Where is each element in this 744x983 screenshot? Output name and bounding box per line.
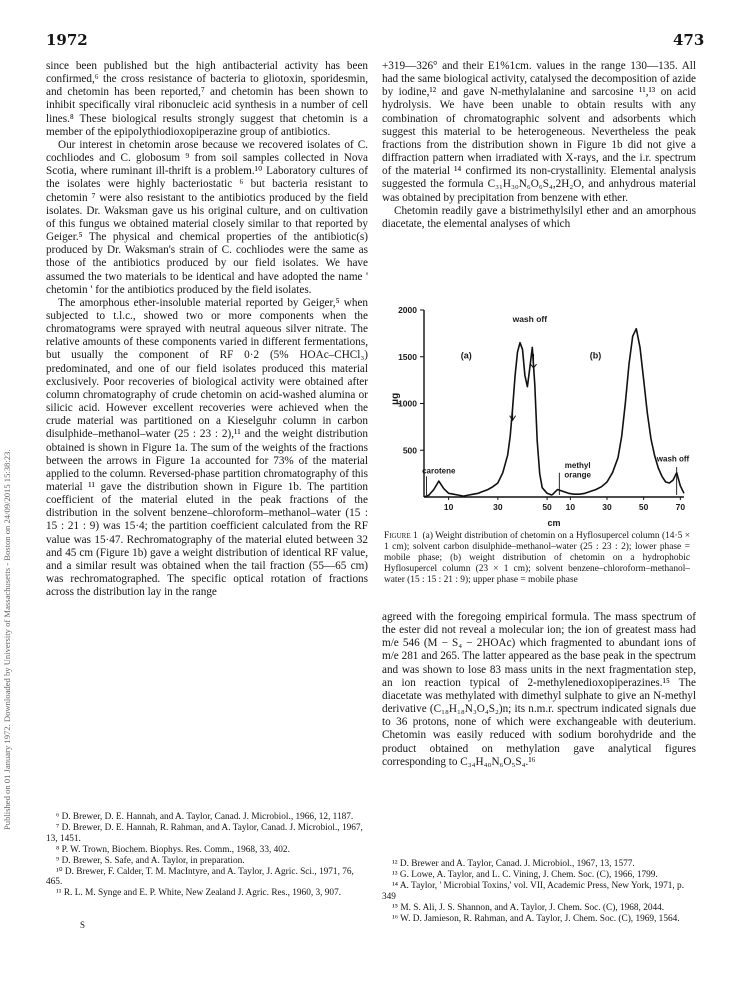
left-paragraph-2: Our interest in chetomin arose because we recovered isolates of C. cochliodes and C. globosum ⁹ from soil samples collected in Nova Scotia, where ruminant ill-thrift is a problem.¹⁰ Laboratory cultures of the isolates were highly bacteriostatic ⁶ but bacteria resistant to chetomin ⁷ were also resistant to the antibiotics produced by the field isolates. Dr. Waksman gave us his original culture, and on cultivation of this fungus we obtained material closely similar to that reported by Geiger.⁵ The physical and chemical properties of the antibiotic(s) produced by Dr. Waksman's strain of C. cochliodes were the same as those of the antibiotics produced by our field isolates. We have assumed the two materials to be identical and have adopted the name ' chetomin ' for the antibiotics produced by the field isolates. xyxy=(46,138,368,296)
figure-1-caption xyxy=(384,531,690,586)
right-paragraph-2: Chetomin readily gave a bistrimethylsilyl ether and an amorphous diacetate, the elemental analyses of which xyxy=(382,204,696,230)
annotation-carotene: carotene xyxy=(422,466,456,476)
reference-15: ¹⁵ M. S. Ali, J. S. Shannon, and A. Taylor, J. Chem. Soc. (C), 1968, 2044. xyxy=(392,902,665,913)
x-tick-label-0-0: 10 xyxy=(443,502,454,512)
page-number: 473 xyxy=(673,31,705,49)
reference-10: ¹⁰ D. Brewer, F. Calder, T. M. MacIntyre, and A. Taylor, J. Agric. Sci., 1971, 76, 465. xyxy=(46,866,354,888)
reference-8: ⁸ P. W. Trown, Biochem. Biophys. Res. Comm., 1968, 33, 402. xyxy=(56,844,290,855)
x-tick-label-0-2: 50 xyxy=(542,502,552,512)
y-tick-label-1: 1000 xyxy=(398,398,417,409)
left-column xyxy=(46,60,368,599)
reference-12: ¹² D. Brewer and A. Taylor, Canad. J. Microbiol., 1967, 13, 1577. xyxy=(392,859,635,869)
x-axis-label: cm xyxy=(547,518,561,528)
figure-1-chart xyxy=(384,302,690,532)
annotation-wash-off-a: wash off xyxy=(512,314,548,325)
reference-13: ¹³ G. Lowe, A. Taylor, and L. C. Vining, J. Chem. Soc. (C), 1966, 1799. xyxy=(392,869,658,880)
reference-16: ¹⁶ W. D. Jamieson, R. Rahman, and A. Taylor, J. Chem. Soc. (C), 1969, 1564. xyxy=(392,913,680,924)
reference-11: ¹¹ R. L. M. Synge and E. P. White, New Zealand J. Agric. Res., 1960, 3, 907. xyxy=(56,888,342,899)
left-paragraph-3: The amorphous ether-insoluble material reported by Geiger,⁵ when subjected to t.l.c., showed two or more components when the chromatograms were sprayed with neutral aqueous silver nitrate. The relative amounts of these components varied in different fermentations, but usually the component of RF 0·2 (5% HOAc–CHCl₃) predominated, and one of our field isolates produced this material exclusively. Poor recoveries of biological activity were obtained after column chromatography of crude chetomin on acid-washed alumina or silicic acid. However excellent recoveries were achieved when the crude material was partitioned on a Kieselguhr column in carbon disulphide–methanol–water (25 : 23 : 2),¹¹ and the weight distribution obtained is shown in Figure 1a. The sum of the weights of the fractions between the arrows in Figure 1a accounted for 73% of the material applied to the column. Reversed-phase partition chromatography of this material ¹¹ gave the distribution shown in Figure 1b. The partition coefficient of the material eluted in the peak fractions of the distribution in the solvent benzene–chloroform–methanol–water (15 : 15 : 21 : 9) was 15·4; the partition coefficient calculated from the RF value was 15·47. Rechromatography of the material eluted between 32 and 45 cm (Figure 1b) gave a weight distribution of identical RF value, and a similar result was obtained when the tail fraction (55—65 cm) was rechromatographed. The specific optical rotation of fractions across the distribution lay in the range xyxy=(46,296,368,599)
download-watermark xyxy=(2,150,14,830)
reference-14: ¹⁴ A. Taylor, ' Microbial Toxins,' vol. VII, Academic Press, New York, 1971, p. 349 xyxy=(382,880,685,902)
x-tick-label-0-1: 30 xyxy=(493,502,503,512)
right-references xyxy=(382,859,696,924)
left-paragraph-1: since been published but the high antibacterial activity has been confirmed,⁶ the cross resistance of bacteria to gliotoxin, sporidesmin, and chetomin has been reported,⁷ and chetomin has been shown to inhibit specifically viral ribonucleic acid synthesis in a number of cell lines.⁸ These biological results strongly suggest that chetomin is a member of the epipolythiodioxopiperazine group of antibiotics. xyxy=(46,60,368,138)
annotation-methyl: methyl xyxy=(564,461,591,471)
right-column-top xyxy=(382,60,696,231)
reference-9: ⁹ D. Brewer, S. Safe, and A. Taylor, in preparation. xyxy=(56,855,245,866)
x-tick-label-1-0: 10 xyxy=(565,502,576,512)
left-references xyxy=(46,812,368,899)
x-tick-label-1-1: 30 xyxy=(602,502,612,512)
download-watermark-text: Published on 01 January 1972. Downloaded by University of Massachusetts - Boston on 24/09/2015 15:38:23. xyxy=(2,449,12,830)
y-tick-label-0: 500 xyxy=(402,445,417,456)
panel-label-1: (b) xyxy=(589,350,602,361)
x-tick-label-1-2: 50 xyxy=(638,502,649,512)
y-axis-label: μg xyxy=(390,392,401,405)
signature-mark: S xyxy=(80,920,86,930)
annotation-wash-off-b: wash off xyxy=(656,454,690,464)
panel-label-0: (a) xyxy=(460,350,472,361)
right-paragraph-3: agreed with the foregoing empirical formula. The mass spectrum of the ester did not reveal a molecular ion; the ion of greatest mass had m/e 546 (M − S₄ − 2HOAc) which fragmented to abundant ions of m/e 281 and 265. The latter appeared as the base peak in the spectrum and was shown to lose 83 mass units in the next fragmentation step, an ion reaction typical of 2-methylenedioxopiperazines.¹⁵ The diacetate was methylated with dimethyl sulphate to give an N-methyl derivative (C₁₈H₁₈N₃O₄S₂)n; its n.m.r. spectrum indicated signals due to 36 protons, none of which were exchangeable with deuterium. Chetomin was easily reduced with sodium borohydride and the product obtained on methylation gave analytical figures corresponding to C₃₄H₄₀N₆O₅S₄.¹⁶ xyxy=(382,611,696,768)
figure-label: Figure 1 xyxy=(384,531,418,541)
reference-7: ⁷ D. Brewer, D. E. Hannah, R. Rahman, and A. Taylor, Canad. J. Microbiol., 1967, 13, 1451. xyxy=(46,822,363,844)
page-year: 1972 xyxy=(46,31,88,49)
y-tick-label-3: 2000 xyxy=(398,305,417,315)
x-tick-label-1-3: 70 xyxy=(675,502,686,512)
reference-6: ⁶ D. Brewer, D. E. Hannah, and A. Taylor, Canad. J. Microbiol., 1966, 12, 1187. xyxy=(56,812,354,822)
annotation-orange: orange xyxy=(564,470,592,480)
figure-caption-text: (a) Weight distribution of chetomin on a Hyflosupercel column (14·5 × 1 cm); solvent carbon disulphide–methanol–water (25 : 23 : 2); lower phase = mobile phase; (b) weight distribution of chetomin on a hydrophobic Hyflosupercel column (23 × 1 cm); solvent benzene–chloroform–methanol–water (15 : 15 : 21 : 9); upper phase = mobile phase xyxy=(384,531,690,585)
right-paragraph-1: +319—326° and their E1%1cm. values in the range 130—135. All had the same biological activity, catalysed the decomposition of azide by iodine,¹² and gave N-methylalanine and sarcosine ¹¹,¹³ on acid hydrolysis. We have been unable to obtain results with any combination of chromatographic solvent and adsorbents which suggest this material to be heterogeneous. Nevertheless the peak fractions from the distribution shown in Figure 1b did not give a diffraction pattern when irradiated with X-rays, and the i.r. spectrum of the material ¹⁴ confirmed its non-crystallinity. Elemental analysis suggested the formula C₃₁H₃₀N₆O₆S₄,2H₂O, and anhydrous material was obtained by precipitation from benzene with ether. xyxy=(382,60,696,204)
y-tick-label-2: 1500 xyxy=(398,351,417,362)
right-column-bottom xyxy=(382,611,696,769)
